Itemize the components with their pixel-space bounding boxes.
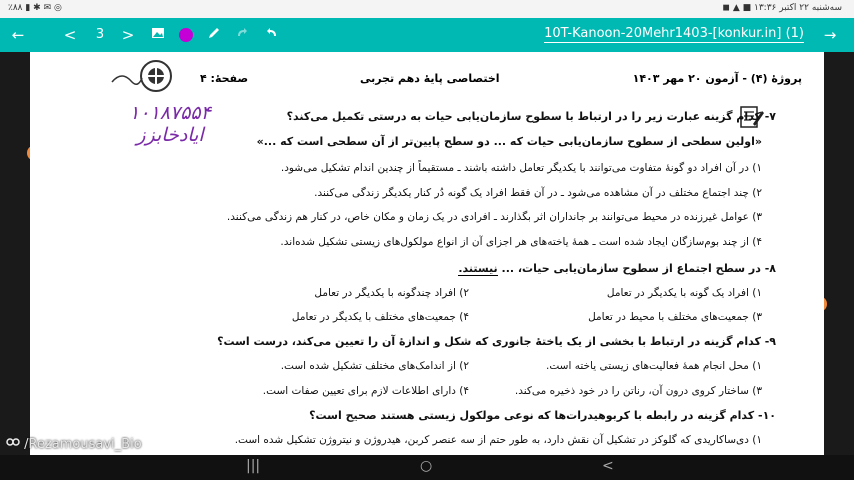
- page-number[interactable]: 3: [95, 27, 105, 42]
- prev-page-button[interactable]: <: [63, 26, 77, 44]
- next-page-button[interactable]: >: [121, 26, 135, 44]
- q10-option-1: ۱) دی‌ساکاریدی که گلوکز در تشکیل آن نقش دارد، به طور حتم از سه عنصر کربن، هیدروژن و نیتروژن تشکیل شده است.: [234, 434, 762, 446]
- q7-option-1: ۱) در آن افراد دو گونهٔ متفاوت می‌توانند با یکدیگر تعامل داشته باشند ـ مستقیماً از چندین اندام تشکیل می‌شود.: [280, 162, 762, 174]
- q9-title: ۹- کدام گزینه در ارتباط با بخشی از یک یاختهٔ جانوری که شکل و اندازهٔ آن را تعیین می‌کند، درست است؟: [217, 335, 776, 348]
- q8-option-1: ۱) افراد یک گونه با یکدیگر در تعامل: [606, 287, 762, 299]
- page-label: صفحهٔ: ۴: [200, 72, 249, 85]
- back-arrow-icon[interactable]: ←: [11, 26, 25, 44]
- forward-arrow-icon[interactable]: →: [823, 26, 837, 44]
- q7-title: ۷- کدام گزینه عبارت زیر را در ارتباط با سطوح سازمان‌یابی حیات به درستی تکمیل می‌کند؟: [286, 110, 776, 123]
- status-left: ٪۸۸ ▮ ✱ ✉ ◎: [8, 3, 62, 13]
- handwritten-note: ۱۰۱۸۷۵۵۴ ایادخابزز: [129, 102, 211, 146]
- q9-option-3: ۳) ساختار کروی درون آن، رناتن را در خود ذخیره می‌کند.: [514, 385, 762, 397]
- redo-icon[interactable]: [232, 25, 252, 45]
- q7-option-3: ۳) عوامل غیرزنده در محیط می‌توانند بر جانداران اثر بگذارند ـ افرادی در یک زمان و مکان خاص، در کنار هم زندگی می‌کنند.: [226, 211, 762, 223]
- q7-option-4: ۴) از چند بوم‌سازگان ایجاد شده است ـ همهٔ یاخته‌های هر اجزای آن از انواع مولکول‌های زیستی تشکیل شده‌اند.: [280, 236, 762, 248]
- kanoon-logo-icon: [108, 56, 180, 96]
- q7-stem: «اولین سطحی از سطوح سازمان‌یابی حیات که ... دو سطح پایین‌تر از آن سطحی است که ...»: [256, 135, 762, 148]
- q9-option-1: ۱) محل انجام همهٔ فعالیت‌های زیستی یاخته است.: [546, 360, 762, 372]
- watermark-text: /Rezamousavi_Bio: [24, 437, 142, 452]
- pdf-page: [30, 52, 824, 455]
- android-nav-bar: [0, 455, 854, 480]
- q8-option-3: ۳) جمعیت‌های مختلف با محیط در تعامل: [588, 311, 762, 323]
- q9-option-4: ۴) دارای اطلاعات لازم برای تعیین صفات است.: [262, 385, 469, 397]
- q7-option-2: ۲) چند اجتماع مختلف در آن مشاهده می‌شود ـ در آن فقط افراد یک گونه دُر کنار یکدیگر زندگی می‌کنند.: [314, 187, 762, 199]
- exam-title: پروژهٔ (۴) - آزمون ۲۰ مهر ۱۴۰۳: [632, 72, 802, 85]
- q8-option-2: ۲) افراد چندگونه با یکدیگر در تعامل: [314, 287, 469, 299]
- recent-apps-button[interactable]: |||: [246, 458, 261, 474]
- exam-subject: اختصاصی پایهٔ دهم تجربی: [360, 72, 500, 85]
- pen-color-icon[interactable]: [176, 25, 196, 45]
- channel-watermark: [6, 436, 142, 452]
- document-title: 10T-Kanoon-20Mehr1403-[konkur.in] (1): [544, 26, 804, 41]
- bio-icon: [6, 436, 20, 448]
- q8-option-4: ۴) جمعیت‌های مختلف با یکدیگر در تعامل: [291, 311, 469, 323]
- pdf-toolbar: [0, 18, 854, 52]
- image-icon[interactable]: [148, 25, 168, 45]
- q8-title-text: ۸- در سطح اجتماع از سطوح سازمان‌یابی حیات، ...: [501, 262, 776, 275]
- q10-title: ۱۰- کدام گزینه در رابطه با کربوهیدرات‌ها که نوعی مولکول زیستی هستند صحیح است؟: [309, 409, 776, 422]
- status-right: سه‌شنبه ۲۲ اکتبر ۱۳:۳۶ ■ ▲ ◼: [722, 3, 842, 13]
- q9-option-2: ۲) از اندامک‌های مختلف تشکیل شده است.: [280, 360, 469, 372]
- undo-icon[interactable]: [262, 25, 282, 45]
- back-button[interactable]: <: [602, 458, 614, 474]
- pen-icon[interactable]: [204, 25, 224, 45]
- q8-title-underlined: نیستند.: [458, 262, 498, 275]
- home-button[interactable]: ○: [420, 458, 433, 474]
- q8-title: [458, 262, 776, 275]
- status-bar: [0, 0, 854, 18]
